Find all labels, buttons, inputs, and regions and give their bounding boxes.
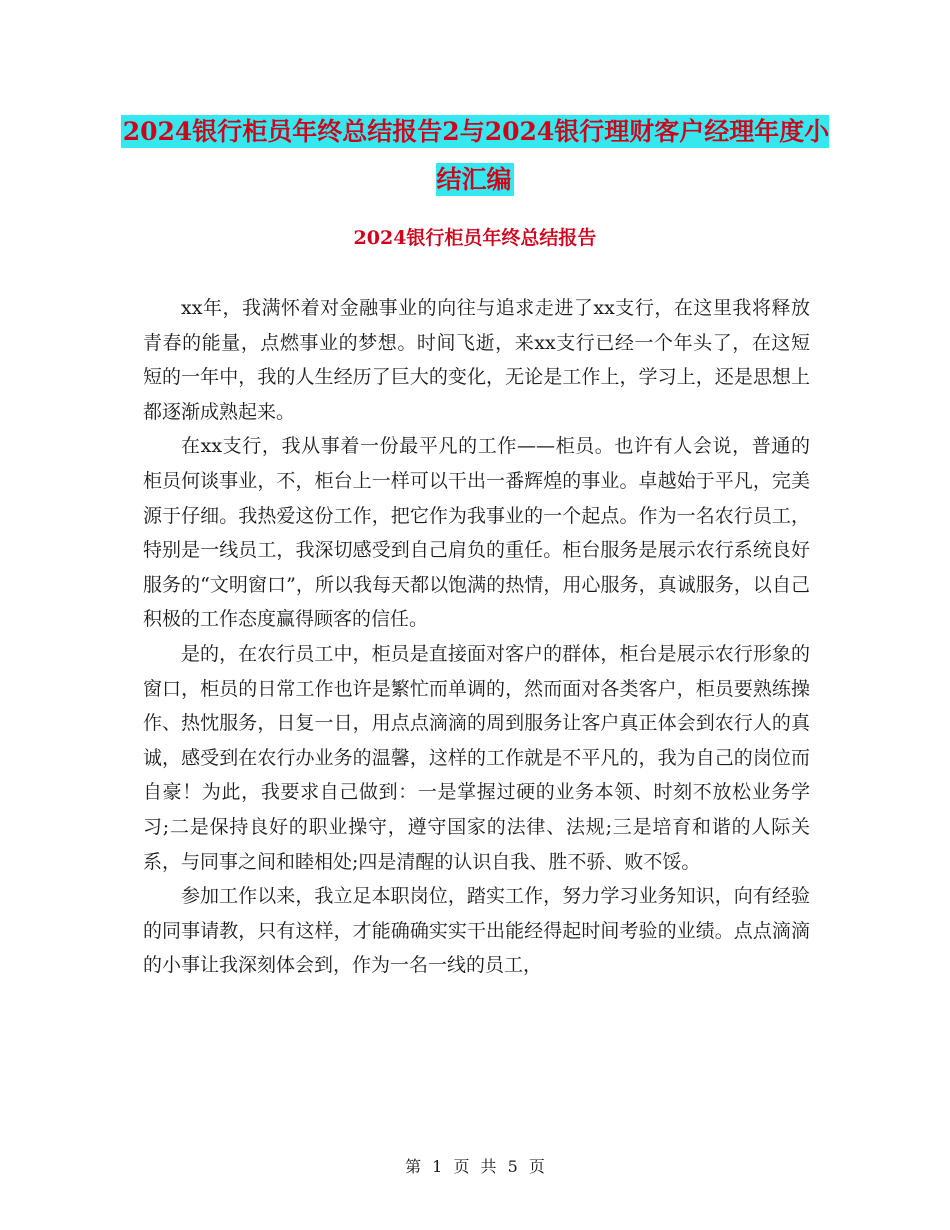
paragraph-2: 在xx支行，我从事着一份最平凡的工作——柜员。也许有人会说，普通的柜员何谈事业，不，柜台上一样可以干出一番辉煌的事业。卓越始于平凡，完美源于仔细。我热爱这份工作，把它作为我事业的一个起点。作为一名农行员工，特别是一线员工，我深切感受到自己肩负的重任。柜台服务是展示农行系统良好服务的“文明窗口”，所以我每天都以饱满的热情，用心服务，真诚服务，以自己积极的工作态度赢得顾客的信任。 (143, 435, 810, 631)
document-body (143, 291, 810, 983)
title-highlight: 2024银行柜员年终总结报告2与2024银行理财客户经理年度小结汇编 (122, 117, 830, 194)
page-footer: 第 1 页 共 5 页 (405, 1157, 545, 1176)
paragraph-4: 参加工作以来，我立足本职岗位，踏实工作，努力学习业务知识，向有经验的同事请教，只有这样，才能确确实实干出能经得起时间考验的业绩。点点滴滴的小事让我深刻体会到，作为一名一线的员工， (143, 885, 810, 977)
paragraph-1: xx年，我满怀着对金融事业的向往与追求走进了xx支行，在这里我将释放青春的能量，点燃事业的梦想。时间飞逝，来xx支行已经一个年头了，在这短短的一年中，我的人生经历了巨大的变化，无论是工作上，学习上，还是思想上都逐渐成熟起来。 (143, 297, 810, 423)
document-title (120, 108, 830, 204)
paragraph-3: 是的，在农行员工中，柜员是直接面对客户的群体，柜台是展示农行形象的窗口，柜员的日常工作也许是繁忙而单调的，然而面对各类客户，柜员要熟练操作、热忱服务，日复一日，用点点滴滴的周到服务让客户真正体会到农行人的真诚，感受到在农行办业务的温馨，这样的工作就是不平凡的，我为自己的岗位而自豪！为此，我要求自己做到：一是掌握过硬的业务本领、时刻不放松业务学习;二是保持良好的职业操守，遵守国家的法律、法规;三是培育和谐的人际关系，与同事之间和睦相处;四是清醒的认识自我、胜不骄、败不馁。 (143, 642, 810, 873)
section-title: 2024银行柜员年终总结报告 (353, 227, 597, 249)
